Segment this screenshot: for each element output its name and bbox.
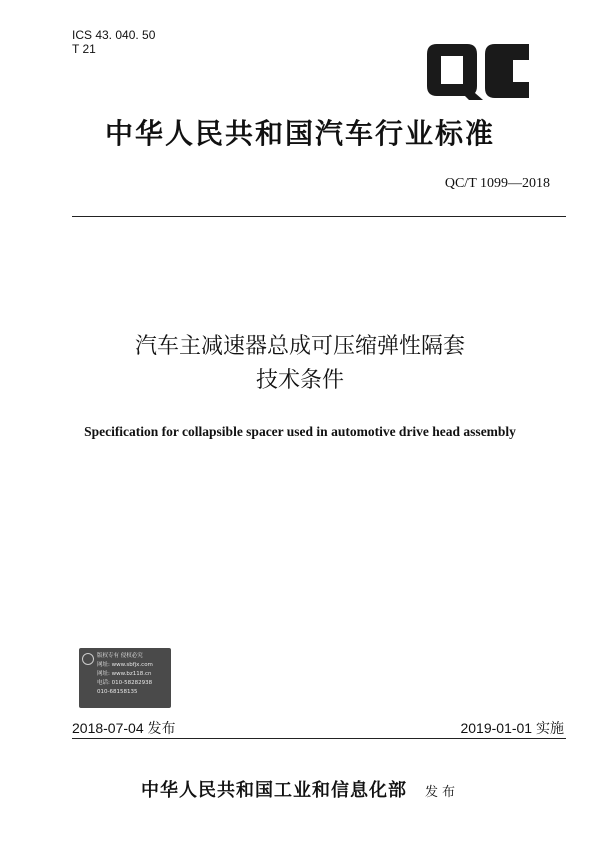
category-code: T 21 [72, 42, 96, 56]
bottom-divider [72, 738, 566, 739]
title-cn-line2: 技术条件 [255, 368, 344, 393]
stamp-line: 网址: www.bz118.cn [97, 671, 152, 677]
issuer-action: 发布 [424, 785, 459, 800]
qc-logo [425, 42, 535, 100]
top-divider [72, 216, 566, 217]
anti-counterfeit-stamp [79, 648, 171, 708]
stamp-seal-icon [82, 653, 94, 665]
issue-date: 2018-07-04 发布 [72, 720, 176, 736]
implementation-date: 2019-01-01 实施 [460, 720, 564, 736]
standard-code: QC/T 1099—2018 [444, 176, 550, 191]
issuer-name: 中华人民共和国工业和信息化部 [140, 780, 407, 801]
classification-codes [72, 28, 155, 56]
stamp-line: 网址: www.sbfjx.com [97, 662, 153, 668]
title-cn-line1: 汽车主减速器总成可压缩弹性隔套 [134, 334, 465, 359]
stamp-line: 010-68158135 [97, 689, 138, 695]
document-title-en: Specification for collapsible spacer used in automotive drive head assembly [84, 424, 516, 439]
stamp-line: 电话: 010-58282938 [97, 680, 153, 686]
stamp-line: 版权专有 侵权必究 [97, 653, 143, 659]
issuer-line [0, 776, 600, 802]
document-title-cn [0, 330, 600, 398]
ics-code: ICS 43. 040. 50 [72, 28, 156, 42]
standard-title: 中华人民共和国汽车行业标准 [104, 117, 495, 150]
